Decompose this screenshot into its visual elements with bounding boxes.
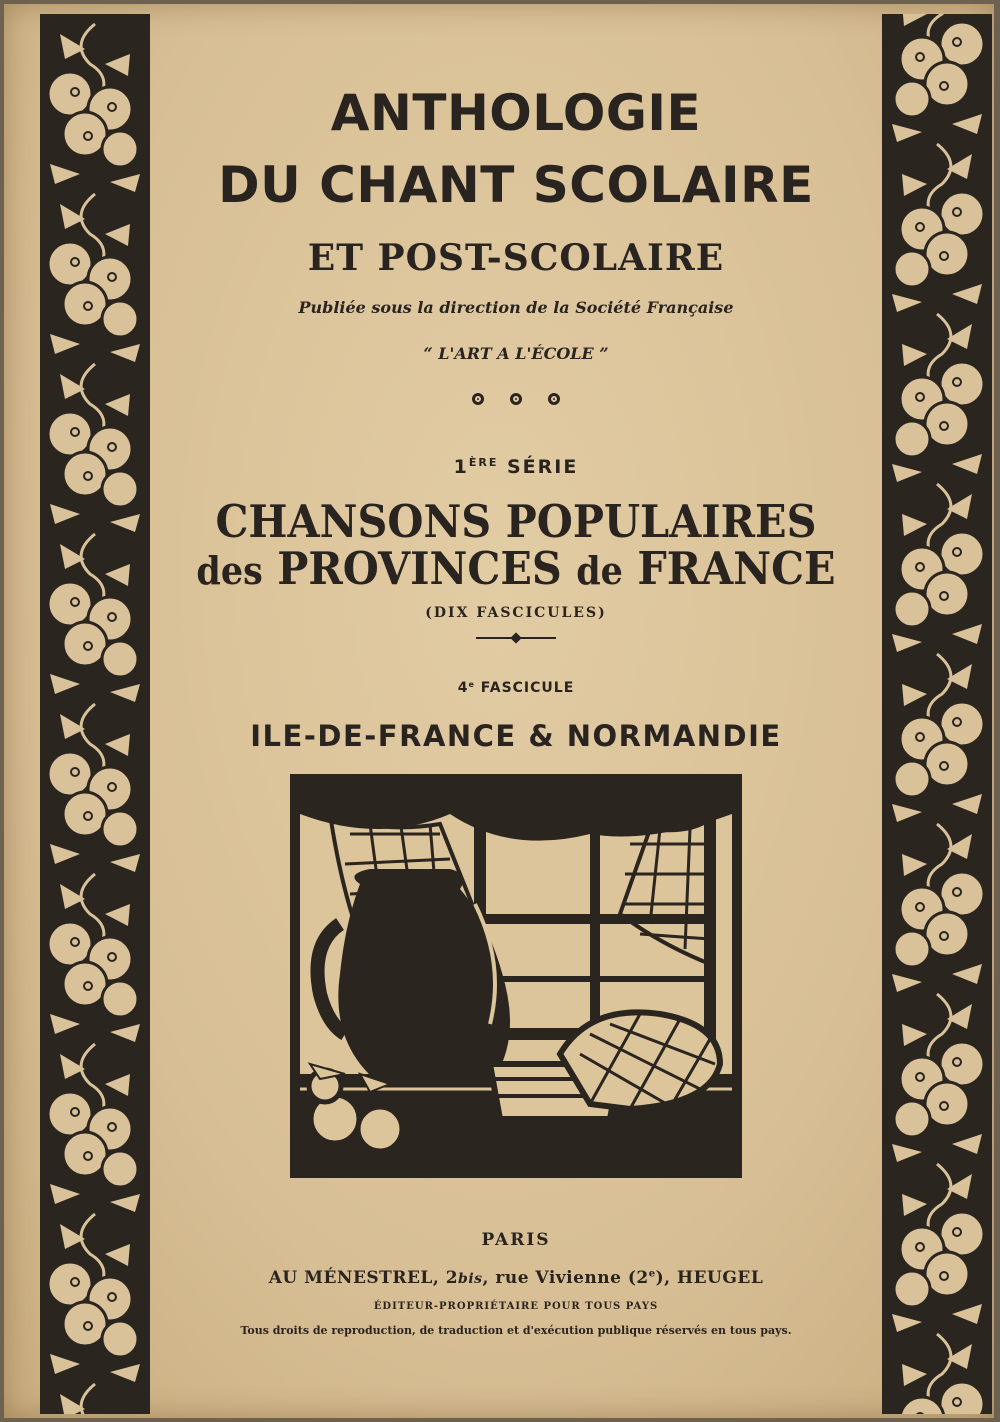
region-title: ILE-DE-FRANCE & NORMANDIE (250, 719, 782, 753)
chansons-line-2 (183, 544, 849, 596)
title-line-3: ET POST-SCOLAIRE (307, 237, 725, 279)
society-name: “ L'ART A L'ÉCOLE ” (423, 344, 609, 363)
fascicule-label: FASCICULE (480, 680, 575, 696)
chansons-de: de (576, 548, 623, 593)
ornament-icon (548, 393, 560, 405)
serie-heading (154, 456, 878, 478)
direction-text: Publiée sous la direction de la Société Française (298, 298, 734, 317)
left-fruit-border (40, 14, 150, 1414)
publisher-line (154, 1268, 878, 1288)
fascicule-number: 4 (457, 680, 469, 696)
dix-fascicules: (DIX FASCICULES) (425, 605, 607, 621)
editeur-line: ÉDITEUR-PROPRIÉTAIRE POUR TOUS PAYS (373, 1301, 659, 1312)
fascicule-heading (154, 680, 878, 696)
publisher-part-b: , rue Vivienne (2 (482, 1268, 649, 1288)
serie-number: 1 (453, 456, 469, 478)
city: PARIS (481, 1230, 551, 1250)
chansons-line-1: CHANSONS POPULAIRES (215, 495, 817, 548)
ornament-icon (472, 393, 484, 405)
serie-label: SÉRIE (507, 456, 579, 478)
chansons-des: des (196, 548, 263, 593)
ornament-row (154, 393, 878, 405)
serie-superscript: ÈRE (468, 456, 499, 469)
title-line-2: DU CHANT SCOLAIRE (218, 156, 814, 214)
divider-rule (154, 637, 878, 639)
publisher-part-a: AU MÉNESTREL, 2 (268, 1268, 459, 1288)
chansons-france: FRANCE (637, 542, 836, 595)
publisher-part-c: ), HEUGEL (655, 1268, 764, 1288)
publisher-superscript: e (648, 1268, 656, 1280)
fascicule-superscript: e (468, 680, 475, 689)
right-fruit-border (882, 14, 992, 1414)
book-cover (4, 4, 994, 1418)
woodcut-illustration (290, 774, 742, 1178)
title-line-1: ANTHOLOGIE (330, 84, 702, 142)
publisher-bis: bis (458, 1271, 483, 1287)
chansons-provinces: PROVINCES (277, 542, 562, 595)
ornament-icon (510, 393, 522, 405)
rights-line: Tous droits de reproduction, de traduction et d'exécution publique réservés en tous pays. (240, 1324, 792, 1337)
